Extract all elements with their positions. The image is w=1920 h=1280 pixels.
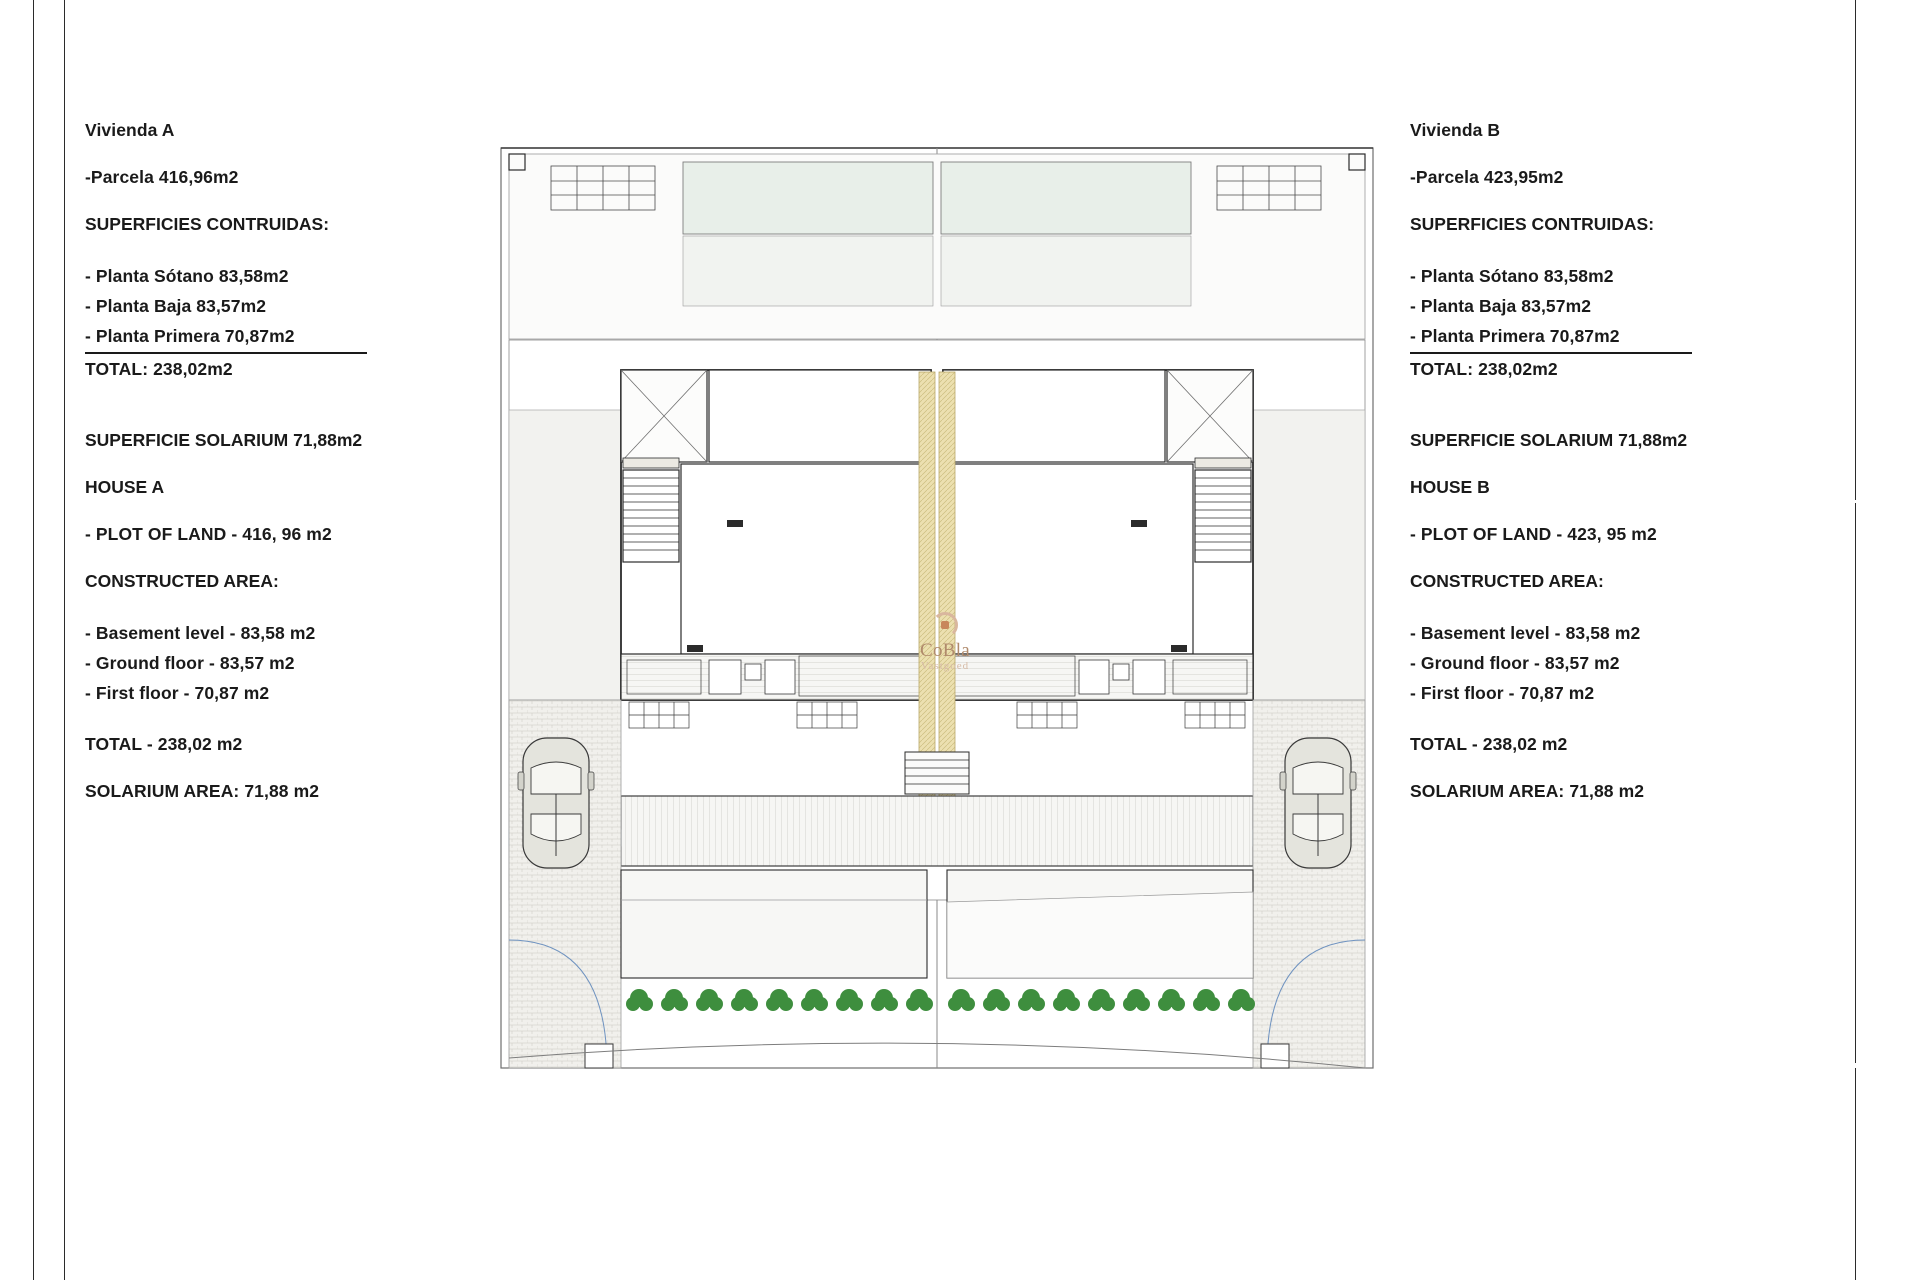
- house-a-areas-title-es: SUPERFICIES CONTRUIDAS:: [85, 214, 330, 234]
- house-b-areas-title-en: CONSTRUCTED AREA:: [1410, 571, 1604, 591]
- house-b-solarium-en: SOLARIUM AREA: 71,88 m2: [1410, 781, 1645, 801]
- party-wall-hatch-b: [939, 372, 955, 804]
- watermark-main: CoBla: [919, 640, 971, 661]
- car-a-icon: [518, 738, 594, 868]
- house-a-plot-es: -Parcela 416,96m2: [85, 167, 239, 187]
- driveway-a: [509, 700, 621, 1068]
- house-b-plan: [943, 370, 1253, 728]
- house-a-first-es: - Planta Primera 70,87m2: [85, 321, 367, 354]
- house-a-staircase: [623, 458, 679, 562]
- sheet-border-left-inner: [64, 0, 65, 1280]
- party-wall-hatch-a: [919, 372, 935, 804]
- house-b-staircase: [1195, 458, 1251, 562]
- driveway-b: [1253, 700, 1365, 1068]
- house-a-info-panel: [85, 120, 485, 802]
- site-floor-plan-drawing: [487, 140, 1387, 1150]
- house-b-heading: Vivienda B: [1410, 120, 1501, 140]
- house-b-plot-en: - PLOT OF LAND - 423, 95 m2: [1410, 524, 1657, 544]
- side-yard-a: [509, 410, 621, 700]
- house-a-total-en: TOTAL - 238,02 m2: [85, 734, 243, 754]
- house-a-areas-title-en: CONSTRUCTED AREA:: [85, 571, 279, 591]
- rear-garden-zone: [509, 154, 1365, 339]
- house-b-ground-es: - Planta Baja 83,57m2: [1410, 296, 1592, 316]
- house-a-solarium-en: SOLARIUM AREA: 71,88 m2: [85, 781, 320, 801]
- house-a-plan: [621, 370, 931, 728]
- building-footprint: [509, 340, 1365, 900]
- house-b-ground-en: - Ground floor - 83,57 m2: [1410, 653, 1620, 673]
- house-a-heading: Vivienda A: [85, 120, 175, 140]
- house-a-solarium-es: SUPERFICIE SOLARIUM 71,88m2: [85, 430, 363, 450]
- house-b-areas-title-es: SUPERFICIES CONTRUIDAS:: [1410, 214, 1655, 234]
- central-entry-steps: [905, 752, 969, 794]
- house-b-first-en: - First floor - 70,87 m2: [1410, 683, 1595, 703]
- side-yard-b: [1253, 410, 1365, 700]
- house-b-total-es: TOTAL: 238,02m2: [1410, 359, 1558, 379]
- watermark-sub: Vastgoed: [920, 660, 970, 672]
- car-b-icon: [1280, 738, 1356, 868]
- house-a-first-en: - First floor - 70,87 m2: [85, 683, 270, 703]
- house-a-basement-en: - Basement level - 83,58 m2: [85, 623, 316, 643]
- house-a-basement-es: - Planta Sótano 83,58m2: [85, 266, 289, 286]
- house-a-heading-en: HOUSE A: [85, 477, 165, 497]
- sheet-border-right-upper: [1855, 0, 1856, 500]
- house-b-basement-es: - Planta Sótano 83,58m2: [1410, 266, 1614, 286]
- house-a-ground-es: - Planta Baja 83,57m2: [85, 296, 267, 316]
- sheet-border-right-lower: [1855, 1068, 1856, 1280]
- house-b-total-en: TOTAL - 238,02 m2: [1410, 734, 1568, 754]
- house-a-total-es: TOTAL: 238,02m2: [85, 359, 233, 379]
- house-b-heading-en: HOUSE B: [1410, 477, 1490, 497]
- house-a-ground-en: - Ground floor - 83,57 m2: [85, 653, 295, 673]
- house-b-info-panel: [1410, 120, 1830, 802]
- front-deck-band: [621, 796, 1253, 866]
- house-b-solarium-es: SUPERFICIE SOLARIUM 71,88m2: [1410, 430, 1688, 450]
- sheet-border-right-middle: [1855, 503, 1856, 1063]
- house-b-basement-en: - Basement level - 83,58 m2: [1410, 623, 1641, 643]
- house-b-first-es: - Planta Primera 70,87m2: [1410, 321, 1692, 354]
- house-a-plot-en: - PLOT OF LAND - 416, 96 m2: [85, 524, 332, 544]
- house-b-plot-es: -Parcela 423,95m2: [1410, 167, 1564, 187]
- sheet-border-left-outer: [33, 0, 34, 1280]
